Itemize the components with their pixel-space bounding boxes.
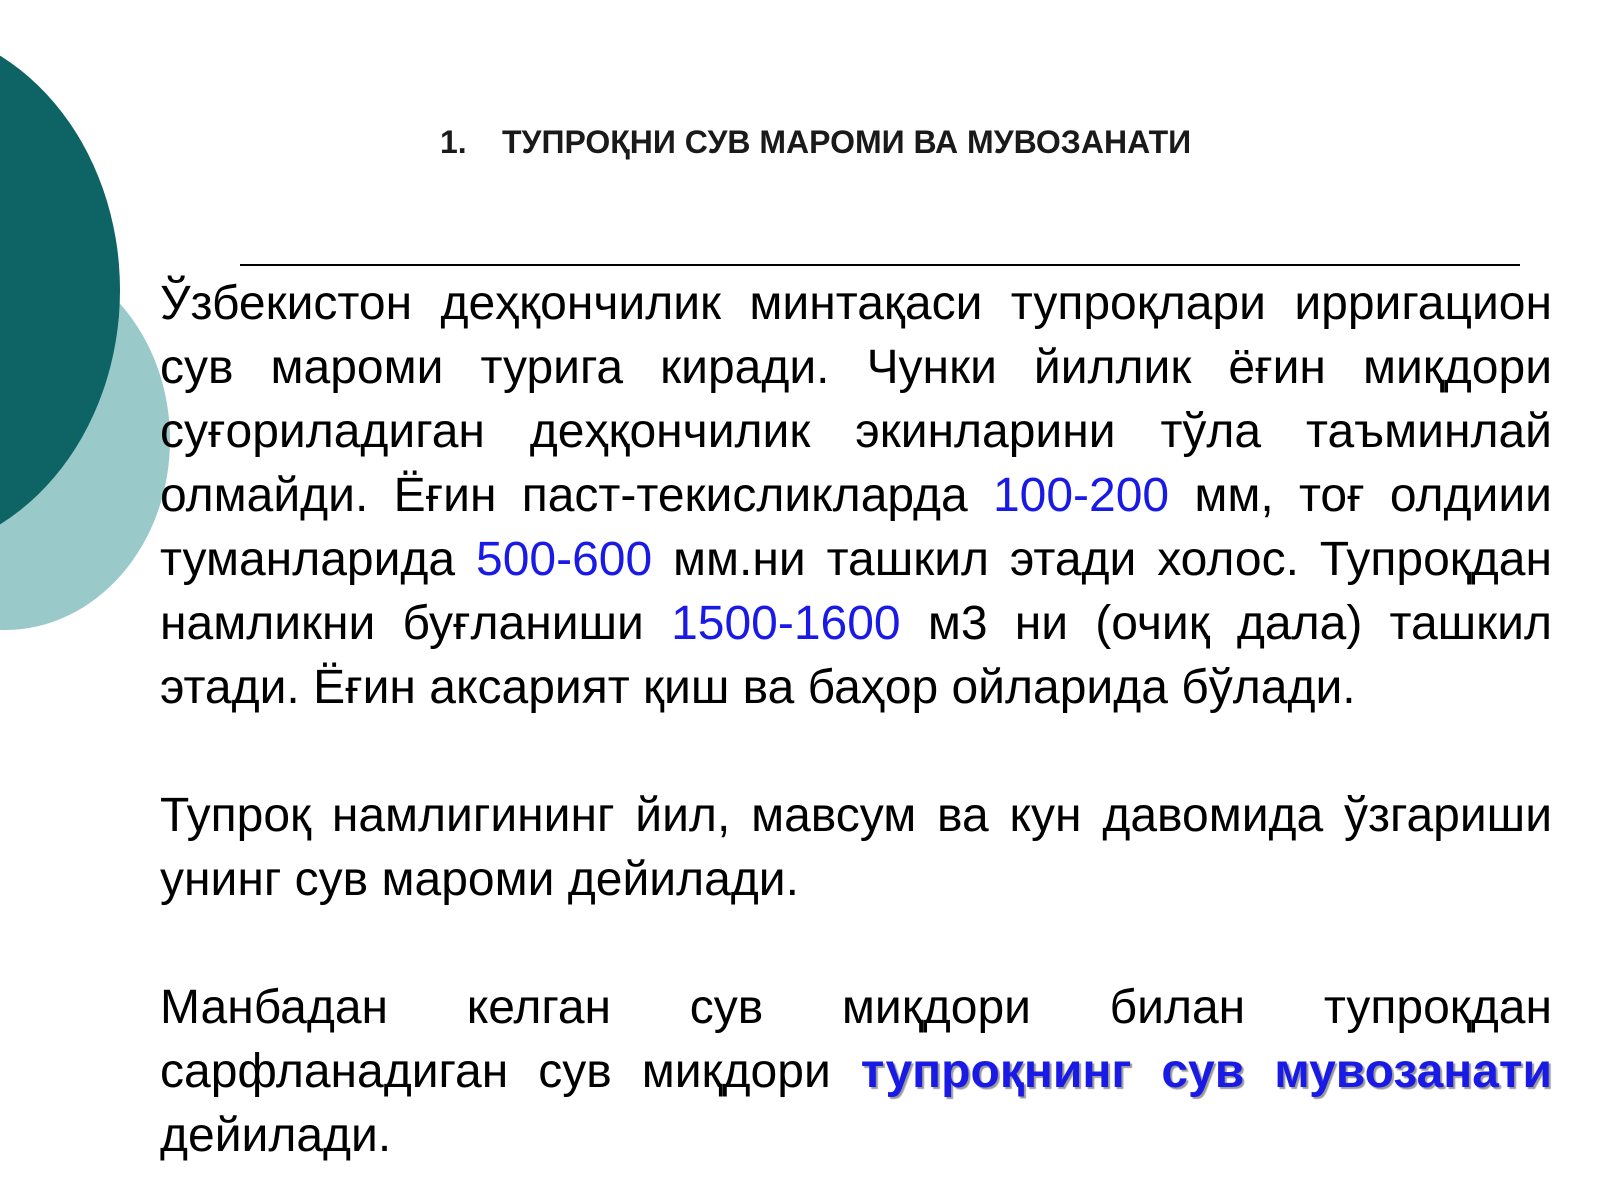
paragraph-3-text: дейилади. [160, 1109, 392, 1162]
precipitation-lowland-value: 100-200 [992, 469, 1170, 522]
title-number: 1. [440, 124, 467, 160]
precipitation-foothill-value: 500-600 [476, 533, 653, 586]
paragraph-1-text: м3 ни (очиқ дала) ташкил этади. Ёғин аксарият қиш ва баҳор ойларида бўлади. [160, 597, 1552, 714]
slide-body [160, 272, 1552, 1168]
paragraph-water-regime-context [160, 272, 1552, 720]
paragraph-water-regime-definition: Тупроқ намлигининг йил, мавсум ва кун давомида ўзгариши унинг сув мароми дейилади. [160, 789, 1552, 906]
paragraph-1-text: мм.ни ташкил этади холос. Тупроқдан намликни буғланиши [160, 533, 1553, 650]
paragraph-1-text: мм, тоғ олдиии туманларида [160, 469, 1552, 586]
slide-title [440, 124, 1191, 161]
paragraph-spacer [160, 720, 1552, 784]
paragraph-spacer [160, 912, 1552, 976]
title-divider [240, 264, 1520, 266]
water-balance-term: тупроқнинг сув мувозанати [860, 1045, 1552, 1098]
paragraph-1-text: Ўзбекистон деҳқончилик минтақаси тупроқлари ирригацион сув мароми турига киради. Чунки йиллик ёғин миқдори суғориладиган деҳқончилик экинларини тўла таъминлай олмайди. Ёғин паст-текисликларда [160, 277, 1552, 522]
title-text: ТУПРОҚНИ СУВ МАРОМИ ВА МУВОЗАНАТИ [502, 124, 1192, 160]
evaporation-value: 1500-1600 [671, 597, 901, 650]
paragraph-3-text: Манбадан келган сув миқдори билан тупроқдан сарфланадиган сув миқдори [160, 981, 1552, 1098]
paragraph-water-balance-definition [160, 976, 1552, 1168]
